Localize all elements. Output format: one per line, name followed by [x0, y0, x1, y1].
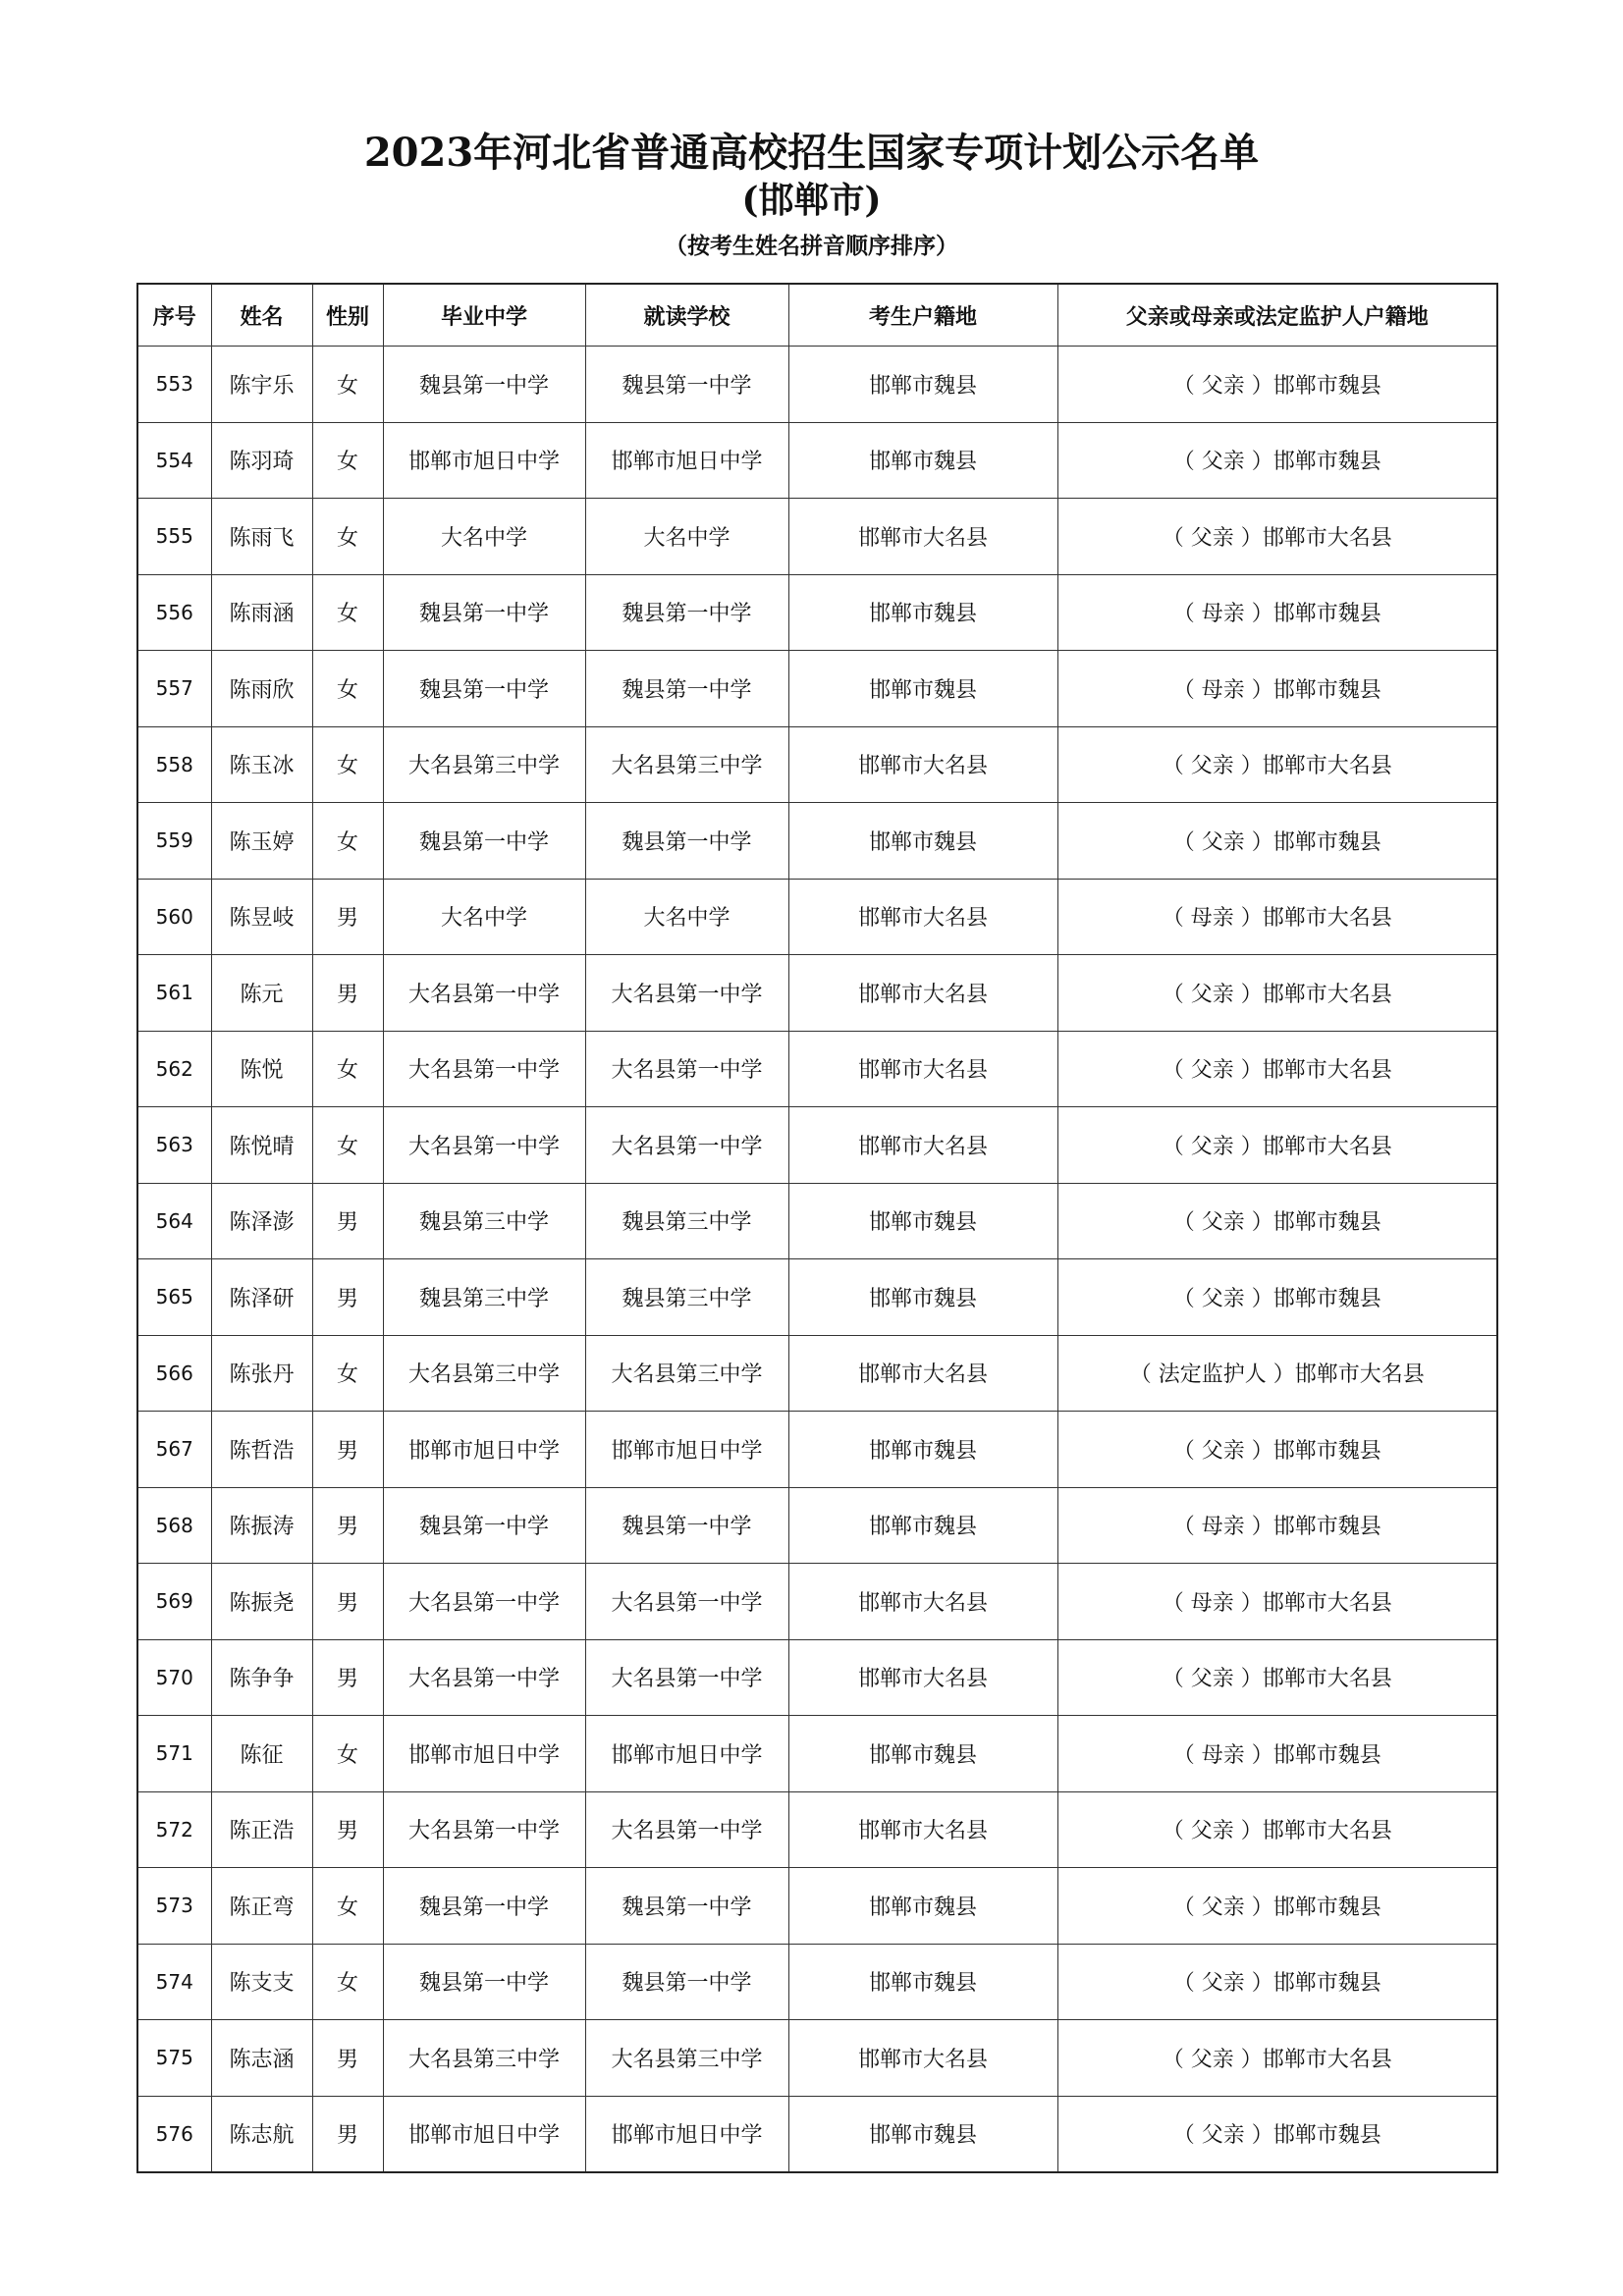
cell-current-school: 魏县第一中学 — [585, 574, 788, 651]
cell-current-school: 邯郸市旭日中学 — [585, 422, 788, 499]
cell-gender: 女 — [312, 1716, 383, 1792]
cell-student-household: 邯郸市大名县 — [788, 1107, 1057, 1184]
cell-gender: 女 — [312, 1944, 383, 2020]
cell-name: 陈昱岐 — [211, 879, 312, 955]
cell-student-household: 邯郸市大名县 — [788, 1564, 1057, 1640]
cell-index: 571 — [137, 1716, 211, 1792]
cell-graduation-school: 魏县第一中学 — [383, 651, 585, 727]
table-row — [137, 1259, 1497, 1336]
cell-student-household: 邯郸市魏县 — [788, 2096, 1057, 2172]
cell-index: 558 — [137, 726, 211, 803]
cell-graduation-school: 邯郸市旭日中学 — [383, 1412, 585, 1488]
cell-guardian-household: （ 母亲 ）邯郸市魏县 — [1057, 1716, 1497, 1792]
cell-graduation-school: 大名县第一中学 — [383, 1791, 585, 1868]
cell-student-household: 邯郸市魏县 — [788, 1944, 1057, 2020]
table-body — [137, 347, 1497, 2173]
cell-graduation-school: 大名中学 — [383, 499, 585, 575]
cell-name: 陈振尧 — [211, 1564, 312, 1640]
cell-graduation-school: 邯郸市旭日中学 — [383, 422, 585, 499]
cell-guardian-household: （ 父亲 ）邯郸市魏县 — [1057, 347, 1497, 423]
table-row — [137, 726, 1497, 803]
cell-gender: 男 — [312, 955, 383, 1032]
table-row — [137, 2096, 1497, 2172]
cell-student-household: 邯郸市大名县 — [788, 879, 1057, 955]
cell-graduation-school: 邯郸市旭日中学 — [383, 2096, 585, 2172]
cell-student-household: 邯郸市大名县 — [788, 726, 1057, 803]
header-current-school: 就读学校 — [585, 284, 788, 347]
cell-gender: 女 — [312, 1031, 383, 1107]
cell-current-school: 魏县第一中学 — [585, 1487, 788, 1564]
cell-name: 陈元 — [211, 955, 312, 1032]
cell-index: 556 — [137, 574, 211, 651]
cell-guardian-household: （ 母亲 ）邯郸市魏县 — [1057, 651, 1497, 727]
header-row — [137, 284, 1497, 347]
cell-name: 陈张丹 — [211, 1335, 312, 1412]
table-row — [137, 1335, 1497, 1412]
roster-table — [136, 283, 1498, 2173]
cell-student-household: 邯郸市魏县 — [788, 422, 1057, 499]
cell-name: 陈泽研 — [211, 1259, 312, 1336]
header-gender: 性别 — [312, 284, 383, 347]
table-row — [137, 347, 1497, 423]
cell-index: 570 — [137, 1639, 211, 1716]
cell-guardian-household: （ 父亲 ）邯郸市大名县 — [1057, 2020, 1497, 2097]
cell-graduation-school: 大名县第一中学 — [383, 1564, 585, 1640]
cell-student-household: 邯郸市魏县 — [788, 1259, 1057, 1336]
cell-graduation-school: 大名县第三中学 — [383, 1335, 585, 1412]
cell-gender: 女 — [312, 422, 383, 499]
cell-name: 陈征 — [211, 1716, 312, 1792]
cell-index: 560 — [137, 879, 211, 955]
table-row — [137, 955, 1497, 1032]
cell-name: 陈雨飞 — [211, 499, 312, 575]
cell-index: 557 — [137, 651, 211, 727]
cell-current-school: 魏县第一中学 — [585, 803, 788, 880]
cell-student-household: 邯郸市魏县 — [788, 347, 1057, 423]
cell-current-school: 邯郸市旭日中学 — [585, 2096, 788, 2172]
header-index: 序号 — [137, 284, 211, 347]
cell-index: 553 — [137, 347, 211, 423]
table-row — [137, 1107, 1497, 1184]
cell-current-school: 魏县第一中学 — [585, 1944, 788, 2020]
cell-current-school: 大名县第三中学 — [585, 726, 788, 803]
cell-gender: 女 — [312, 574, 383, 651]
table-row — [137, 1639, 1497, 1716]
cell-guardian-household: （ 父亲 ）邯郸市魏县 — [1057, 1868, 1497, 1945]
table-row — [137, 1716, 1497, 1792]
cell-gender: 男 — [312, 2020, 383, 2097]
cell-name: 陈宇乐 — [211, 347, 312, 423]
table-row — [137, 1791, 1497, 1868]
cell-name: 陈正弯 — [211, 1868, 312, 1945]
cell-graduation-school: 魏县第三中学 — [383, 1259, 585, 1336]
cell-gender: 女 — [312, 347, 383, 423]
cell-graduation-school: 大名中学 — [383, 879, 585, 955]
cell-name: 陈玉冰 — [211, 726, 312, 803]
cell-current-school: 邯郸市旭日中学 — [585, 1716, 788, 1792]
cell-gender: 女 — [312, 651, 383, 727]
cell-student-household: 邯郸市魏县 — [788, 651, 1057, 727]
cell-gender: 男 — [312, 1791, 383, 1868]
cell-graduation-school: 魏县第一中学 — [383, 574, 585, 651]
cell-guardian-household: （ 母亲 ）邯郸市魏县 — [1057, 1487, 1497, 1564]
cell-guardian-household: （ 母亲 ）邯郸市大名县 — [1057, 879, 1497, 955]
cell-student-household: 邯郸市魏县 — [788, 574, 1057, 651]
cell-student-household: 邯郸市大名县 — [788, 1639, 1057, 1716]
cell-guardian-household: （ 母亲 ）邯郸市大名县 — [1057, 1564, 1497, 1640]
cell-index: 569 — [137, 1564, 211, 1640]
table-row — [137, 1868, 1497, 1945]
cell-name: 陈玉婷 — [211, 803, 312, 880]
cell-current-school: 大名县第三中学 — [585, 2020, 788, 2097]
cell-gender: 男 — [312, 1183, 383, 1259]
header-name: 姓名 — [211, 284, 312, 347]
cell-index: 565 — [137, 1259, 211, 1336]
cell-name: 陈支支 — [211, 1944, 312, 2020]
cell-graduation-school: 魏县第一中学 — [383, 803, 585, 880]
cell-name: 陈雨涵 — [211, 574, 312, 651]
cell-index: 572 — [137, 1791, 211, 1868]
cell-gender: 女 — [312, 1107, 383, 1184]
table-row — [137, 1564, 1497, 1640]
cell-student-household: 邯郸市大名县 — [788, 499, 1057, 575]
cell-current-school: 大名县第一中学 — [585, 1031, 788, 1107]
cell-student-household: 邯郸市魏县 — [788, 803, 1057, 880]
sort-note: （按考生姓名拼音顺序排序） — [665, 234, 958, 259]
cell-graduation-school: 魏县第三中学 — [383, 1183, 585, 1259]
cell-guardian-household: （ 父亲 ）邯郸市魏县 — [1057, 422, 1497, 499]
table-row — [137, 1487, 1497, 1564]
document-subtitle: (邯郸市) — [741, 180, 882, 221]
cell-current-school: 魏县第一中学 — [585, 347, 788, 423]
cell-gender: 男 — [312, 1564, 383, 1640]
cell-guardian-household: （ 父亲 ）邯郸市大名县 — [1057, 1639, 1497, 1716]
cell-guardian-household: （ 父亲 ）邯郸市魏县 — [1057, 1944, 1497, 2020]
cell-graduation-school: 大名县第一中学 — [383, 1639, 585, 1716]
cell-guardian-household: （ 父亲 ）邯郸市魏县 — [1057, 803, 1497, 880]
cell-name: 陈哲浩 — [211, 1412, 312, 1488]
cell-index: 568 — [137, 1487, 211, 1564]
cell-name: 陈悦晴 — [211, 1107, 312, 1184]
table-row — [137, 1031, 1497, 1107]
cell-index: 574 — [137, 1944, 211, 2020]
cell-graduation-school: 魏县第一中学 — [383, 1944, 585, 2020]
cell-current-school: 大名县第一中学 — [585, 1639, 788, 1716]
cell-graduation-school: 大名县第三中学 — [383, 726, 585, 803]
cell-index: 559 — [137, 803, 211, 880]
table-row — [137, 1944, 1497, 2020]
cell-name: 陈悦 — [211, 1031, 312, 1107]
cell-student-household: 邯郸市魏县 — [788, 1868, 1057, 1945]
cell-current-school: 大名县第一中学 — [585, 955, 788, 1032]
cell-student-household: 邯郸市大名县 — [788, 955, 1057, 1032]
cell-guardian-household: （ 父亲 ）邯郸市大名县 — [1057, 499, 1497, 575]
cell-current-school: 魏县第一中学 — [585, 651, 788, 727]
cell-graduation-school: 大名县第一中学 — [383, 955, 585, 1032]
cell-graduation-school: 魏县第一中学 — [383, 1487, 585, 1564]
cell-graduation-school: 邯郸市旭日中学 — [383, 1716, 585, 1792]
cell-index: 562 — [137, 1031, 211, 1107]
table-row — [137, 651, 1497, 727]
cell-guardian-household: （ 父亲 ）邯郸市魏县 — [1057, 1412, 1497, 1488]
cell-gender: 女 — [312, 499, 383, 575]
table-row — [137, 499, 1497, 575]
cell-name: 陈争争 — [211, 1639, 312, 1716]
cell-gender: 女 — [312, 803, 383, 880]
cell-guardian-household: （ 父亲 ）邯郸市魏县 — [1057, 1259, 1497, 1336]
cell-graduation-school: 魏县第一中学 — [383, 347, 585, 423]
cell-guardian-household: （ 父亲 ）邯郸市大名县 — [1057, 1107, 1497, 1184]
cell-guardian-household: （ 父亲 ）邯郸市大名县 — [1057, 1031, 1497, 1107]
cell-current-school: 魏县第三中学 — [585, 1259, 788, 1336]
table-row — [137, 422, 1497, 499]
cell-name: 陈正浩 — [211, 1791, 312, 1868]
cell-index: 561 — [137, 955, 211, 1032]
cell-gender: 男 — [312, 2096, 383, 2172]
cell-name: 陈泽澎 — [211, 1183, 312, 1259]
cell-index: 567 — [137, 1412, 211, 1488]
cell-name: 陈志涵 — [211, 2020, 312, 2097]
cell-current-school: 魏县第三中学 — [585, 1183, 788, 1259]
cell-current-school: 大名中学 — [585, 879, 788, 955]
cell-index: 563 — [137, 1107, 211, 1184]
cell-guardian-household: （ 父亲 ）邯郸市大名县 — [1057, 726, 1497, 803]
cell-gender: 女 — [312, 726, 383, 803]
cell-index: 575 — [137, 2020, 211, 2097]
cell-current-school: 大名中学 — [585, 499, 788, 575]
cell-graduation-school: 大名县第三中学 — [383, 2020, 585, 2097]
cell-graduation-school: 大名县第一中学 — [383, 1107, 585, 1184]
cell-student-household: 邯郸市魏县 — [788, 1716, 1057, 1792]
header-student-household: 考生户籍地 — [788, 284, 1057, 347]
cell-current-school: 大名县第一中学 — [585, 1791, 788, 1868]
cell-graduation-school: 大名县第一中学 — [383, 1031, 585, 1107]
header-guardian-household: 父亲或母亲或法定监护人户籍地 — [1057, 284, 1497, 347]
cell-name: 陈雨欣 — [211, 651, 312, 727]
header-graduation-school: 毕业中学 — [383, 284, 585, 347]
cell-guardian-household: （ 父亲 ）邯郸市魏县 — [1057, 2096, 1497, 2172]
table-row — [137, 879, 1497, 955]
table-row — [137, 2020, 1497, 2097]
cell-name: 陈志航 — [211, 2096, 312, 2172]
cell-index: 576 — [137, 2096, 211, 2172]
cell-student-household: 邯郸市魏县 — [788, 1412, 1057, 1488]
cell-gender: 女 — [312, 1868, 383, 1945]
cell-gender: 男 — [312, 1412, 383, 1488]
table-row — [137, 574, 1497, 651]
cell-guardian-household: （ 母亲 ）邯郸市魏县 — [1057, 574, 1497, 651]
cell-current-school: 邯郸市旭日中学 — [585, 1412, 788, 1488]
table-row — [137, 1183, 1497, 1259]
cell-gender: 男 — [312, 1259, 383, 1336]
cell-current-school: 大名县第一中学 — [585, 1564, 788, 1640]
cell-student-household: 邯郸市大名县 — [788, 1031, 1057, 1107]
cell-guardian-household: （ 父亲 ）邯郸市大名县 — [1057, 1791, 1497, 1868]
cell-current-school: 魏县第一中学 — [585, 1868, 788, 1945]
cell-name: 陈羽琦 — [211, 422, 312, 499]
cell-index: 555 — [137, 499, 211, 575]
cell-gender: 女 — [312, 1335, 383, 1412]
table-header — [137, 284, 1497, 347]
cell-student-household: 邯郸市魏县 — [788, 1487, 1057, 1564]
cell-name: 陈振涛 — [211, 1487, 312, 1564]
cell-guardian-household: （ 父亲 ）邯郸市魏县 — [1057, 1183, 1497, 1259]
cell-student-household: 邯郸市大名县 — [788, 2020, 1057, 2097]
cell-guardian-household: （ 法定监护人 ）邯郸市大名县 — [1057, 1335, 1497, 1412]
document-title: 2023年河北省普通高校招生国家专项计划公示名单 — [363, 130, 1260, 176]
cell-index: 564 — [137, 1183, 211, 1259]
cell-index: 554 — [137, 422, 211, 499]
cell-student-household: 邯郸市大名县 — [788, 1335, 1057, 1412]
cell-current-school: 大名县第三中学 — [585, 1335, 788, 1412]
table-row — [137, 1412, 1497, 1488]
table-row — [137, 803, 1497, 880]
cell-gender: 男 — [312, 1639, 383, 1716]
cell-student-household: 邯郸市魏县 — [788, 1183, 1057, 1259]
cell-current-school: 大名县第一中学 — [585, 1107, 788, 1184]
cell-index: 566 — [137, 1335, 211, 1412]
cell-gender: 男 — [312, 1487, 383, 1564]
cell-guardian-household: （ 父亲 ）邯郸市大名县 — [1057, 955, 1497, 1032]
cell-student-household: 邯郸市大名县 — [788, 1791, 1057, 1868]
cell-graduation-school: 魏县第一中学 — [383, 1868, 585, 1945]
cell-gender: 男 — [312, 879, 383, 955]
cell-index: 573 — [137, 1868, 211, 1945]
